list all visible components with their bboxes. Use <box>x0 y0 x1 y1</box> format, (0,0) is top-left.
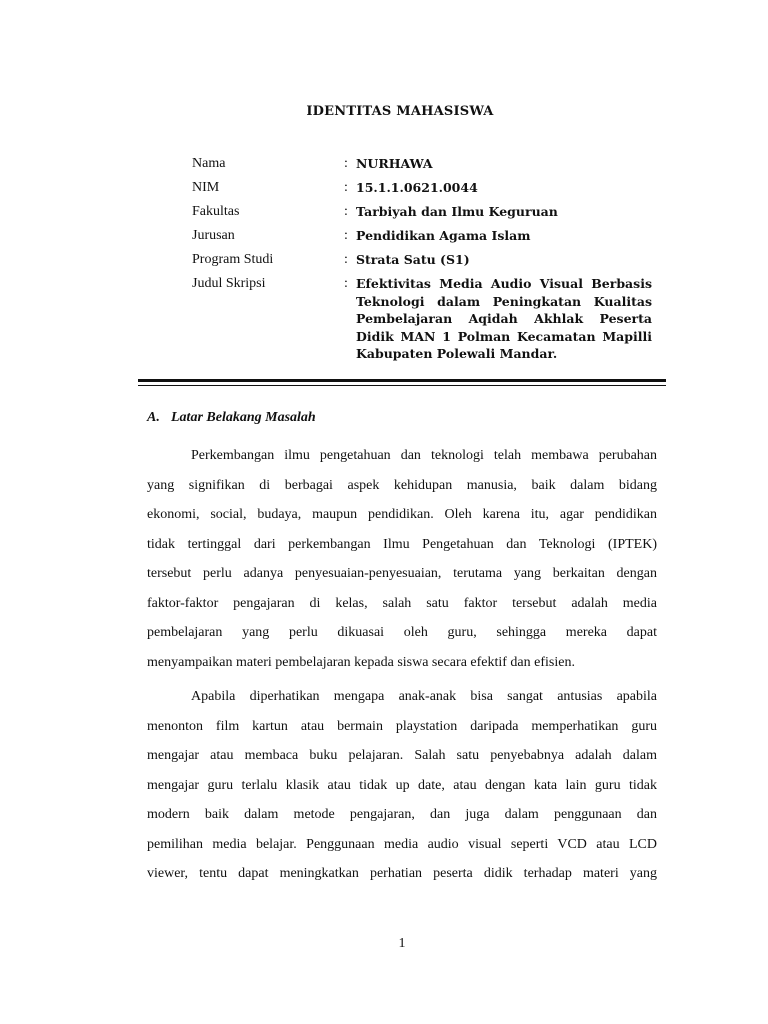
paragraph-line: pembelajaran yang perlu dikuasai oleh guru, sehingga mereka dapat <box>147 625 657 640</box>
paragraph-2 <box>147 682 657 889</box>
identity-colon: : <box>344 252 348 267</box>
identity-label: Judul Skripsi <box>192 276 266 291</box>
paragraph-line: menyampaikan materi pembelajaran kepada siswa secara efektif dan efisien. <box>147 654 575 670</box>
paragraph-line: Perkembangan ilmu pengetahuan dan teknologi telah membawa perubahan <box>191 448 657 463</box>
identity-row-fakultas <box>192 200 652 224</box>
identity-row-jurusan <box>192 224 652 248</box>
paragraph-line: mengajar guru terlalu klasik atau tidak up date, atau dengan kata lain guru tidak <box>147 777 657 793</box>
identity-value: Tarbiyah dan Ilmu Keguruan <box>356 204 558 219</box>
paragraph-line: tersebut perlu adanya penyesuaian-penyesuaian, terutama yang berkaitan dengan <box>147 566 657 581</box>
paragraph-line: menonton film kartun atau bermain playstation daripada memperhatikan guru <box>147 718 657 734</box>
identity-label: Jurusan <box>192 228 235 243</box>
identity-colon: : <box>344 156 348 171</box>
identity-value: Pendidikan Agama Islam <box>356 228 531 243</box>
thesis-title: Efektivitas Media Audio Visual Berbasis Teknologi dalam Peningkatan Kualitas Pembelajaran Aqidah Akhlak Peserta Didik MAN 1 Polman Kecamatan Mapilli Kabupaten Polewali Mandar. <box>356 276 652 361</box>
identity-value: NURHAWA <box>356 156 433 171</box>
paragraph-1 <box>147 441 657 677</box>
section-heading <box>147 410 316 426</box>
identity-label: Fakultas <box>192 204 240 219</box>
document-title: IDENTITAS MAHASISWA <box>306 104 494 119</box>
paragraph-line: pemilihan media belajar. Penggunaan media audio visual seperti VCD atau LCD <box>147 836 657 852</box>
paragraph-line: tidak tertinggal dari perkembangan Ilmu Pengetahuan dan Teknologi (IPTEK) <box>147 536 657 552</box>
divider-thin <box>138 385 666 386</box>
paragraph-line: yang signifikan di berbagai aspek kehidupan manusia, baik dalam bidang <box>147 477 657 493</box>
identity-row-program-studi <box>192 248 652 272</box>
paragraph-line: Apabila diperhatikan mengapa anak-anak bisa sangat antusias apabila <box>191 689 657 704</box>
identity-value: Strata Satu (S1) <box>356 252 470 267</box>
section-heading-text: Latar Belakang Masalah <box>171 410 316 425</box>
paragraph-line: ekonomi, social, budaya, maupun pendidikan. Oleh karena itu, agar pendidikan <box>147 507 657 522</box>
page-number: 1 <box>398 936 406 951</box>
identity-value: 15.1.1.0621.0044 <box>356 180 478 195</box>
paragraph-line: modern baik dalam metode pengajaran, dan juga dalam penggunaan dan <box>147 807 657 822</box>
identity-label: Nama <box>192 156 226 171</box>
paragraph-line: viewer, tentu dapat meningkatkan perhatian peserta didik terhadap materi yang <box>147 866 657 881</box>
paragraph-line: mengajar atau membaca buku pelajaran. Salah satu penyebabnya adalah dalam <box>147 748 657 763</box>
identity-table <box>192 152 652 363</box>
identity-label: NIM <box>192 180 220 195</box>
section-letter: A. <box>147 410 160 425</box>
identity-label: Program Studi <box>192 252 274 267</box>
identity-row-nama <box>192 152 652 176</box>
identity-row-nim <box>192 176 652 200</box>
identity-colon: : <box>344 228 348 243</box>
divider-thick <box>138 379 666 382</box>
identity-colon: : <box>344 204 348 219</box>
paragraph-line: faktor-faktor pengajaran di kelas, salah satu faktor tersebut adalah media <box>147 595 657 611</box>
identity-colon: : <box>344 276 348 291</box>
identity-row-judul-skripsi <box>192 272 652 363</box>
identity-colon: : <box>344 180 348 195</box>
